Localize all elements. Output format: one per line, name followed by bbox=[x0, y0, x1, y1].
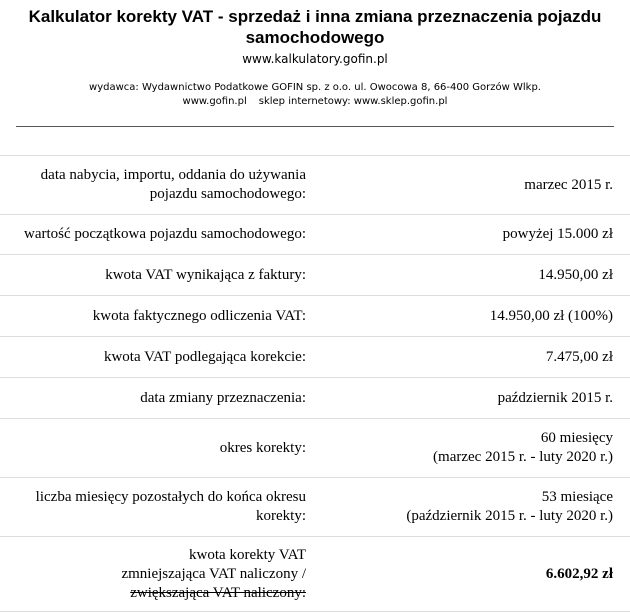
page-title: Kalkulator korekty VAT - sprzedaż i inna zmiana przeznaczenia pojazdu samochodowego bbox=[28, 7, 602, 47]
row-label: data zmiany przeznaczenia: bbox=[0, 378, 306, 419]
row-acquisition-date bbox=[0, 156, 630, 215]
row-label: kwota faktycznego odliczenia VAT: bbox=[0, 296, 306, 337]
label-line: liczba miesięcy pozostałych do końca okresu bbox=[35, 489, 306, 505]
row-value bbox=[306, 419, 630, 478]
row-correction-period bbox=[0, 419, 630, 478]
row-label: okres korekty: bbox=[0, 419, 306, 478]
row-vat-to-correct bbox=[0, 337, 630, 378]
row-actual-deduction bbox=[0, 296, 630, 337]
label-line-struck: zwiększająca VAT naliczony: bbox=[130, 584, 306, 601]
row-correction-amount bbox=[0, 537, 630, 612]
row-label bbox=[0, 478, 306, 537]
row-label bbox=[0, 156, 306, 215]
row-invoice-vat bbox=[0, 255, 630, 296]
publisher-links bbox=[0, 95, 630, 109]
value-line: 60 miesięcy bbox=[540, 430, 613, 446]
row-label: kwota VAT wynikająca z faktury: bbox=[0, 255, 306, 296]
header-divider bbox=[16, 126, 614, 127]
row-value: powyżej 15.000 zł bbox=[306, 215, 630, 255]
row-value: październik 2015 r. bbox=[306, 378, 630, 419]
row-label: wartość początkowa pojazdu samochodowego: bbox=[0, 215, 306, 255]
row-label bbox=[0, 537, 306, 612]
correction-amount-value: 6.602,92 zł bbox=[306, 537, 630, 612]
value-line: 53 miesiące bbox=[541, 489, 613, 505]
label-line: korekty: bbox=[256, 508, 306, 524]
page-header bbox=[0, 6, 630, 109]
value-line: (październik 2015 r. - luty 2020 r.) bbox=[406, 508, 613, 524]
row-value bbox=[306, 478, 630, 537]
shop-link[interactable]: sklep internetowy: www.sklep.gofin.pl bbox=[258, 96, 448, 107]
row-label: kwota VAT podlegająca korekcie: bbox=[0, 337, 306, 378]
label-line: zmniejszająca VAT naliczony / bbox=[121, 565, 306, 582]
row-value: marzec 2015 r. bbox=[306, 156, 630, 215]
row-value: 14.950,00 zł bbox=[306, 255, 630, 296]
row-value: 7.475,00 zł bbox=[306, 337, 630, 378]
row-value: 14.950,00 zł (100%) bbox=[306, 296, 630, 337]
gofin-link[interactable]: www.gofin.pl bbox=[182, 96, 247, 107]
label-line: kwota korekty VAT bbox=[189, 546, 306, 563]
publisher-info: wydawca: Wydawnictwo Podatkowe GOFIN sp. z o.o. ul. Owocowa 8, 66-400 Gorzów Wlkp. bbox=[89, 82, 541, 93]
results-table bbox=[0, 155, 630, 612]
row-change-date bbox=[0, 378, 630, 419]
value-line: (marzec 2015 r. - luty 2020 r.) bbox=[433, 449, 613, 465]
row-remaining-months bbox=[0, 478, 630, 537]
site-url: www.kalkulatory.gofin.pl bbox=[242, 52, 388, 66]
label-line: data nabycia, importu, oddania do używania bbox=[40, 167, 306, 183]
row-initial-value bbox=[0, 215, 630, 255]
label-line: pojazdu samochodowego: bbox=[149, 186, 306, 202]
